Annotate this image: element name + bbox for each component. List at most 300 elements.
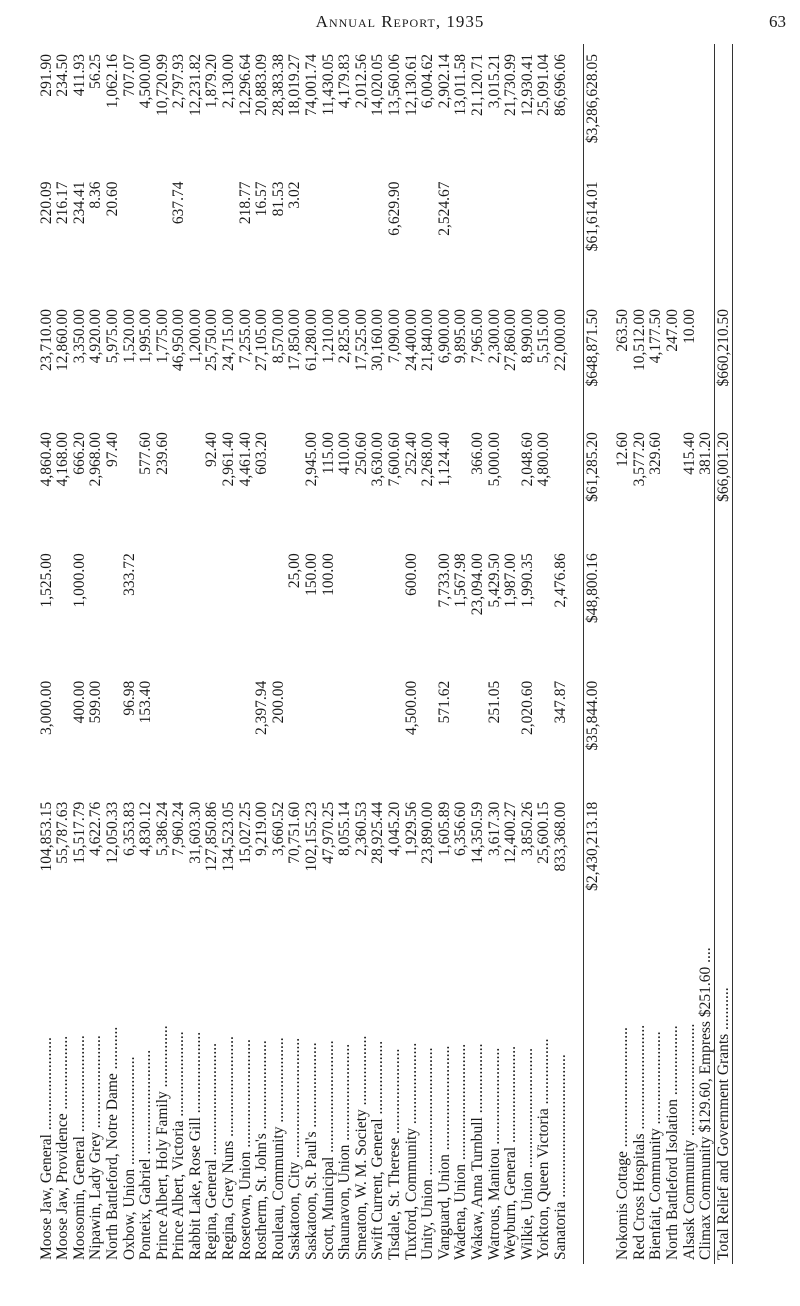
row-label: Regina, Grey Nuns .......................... [220,1036,238,1260]
row-label: Rouleau, Community ...................... [269,1037,287,1260]
cell-col-2: 347.87 [551,680,569,724]
cell-col-2 [154,671,171,792]
cell-col-7 [681,44,698,172]
cell-col-6: $61,614.01 [584,172,601,299]
cell-col-1: 127,850.86 [203,801,221,872]
cell-col-6: 6,629.90 [386,181,404,236]
row-label: North Battleford Isolation .................. [663,1025,681,1260]
cell-col-6 [615,172,632,299]
table-row [698,44,715,1264]
cell-col-3: 600.00 [402,553,420,596]
row-label: Prince Albert, Holy Family ................ [153,1025,171,1260]
cell-col-5: 10,512.00 [630,308,648,371]
cell-col-6: 234.41 [70,181,88,225]
cell-col-2 [420,671,437,792]
cell-col-3 [386,543,403,670]
cell-col-7: 1,879.20 [203,54,221,109]
cell-col-2 [715,671,733,792]
cell-col-7: 21,730.99 [502,54,520,116]
cell-col-5: 7,255.00 [236,308,254,364]
table-row [536,44,553,1264]
table-row [681,44,698,1264]
row-label: North Battleford, Notre Dame ........... [103,1026,121,1260]
row-label [584,928,601,1264]
cell-col-3 [254,543,271,670]
cell-col-2: 4,500.00 [402,680,420,735]
cell-col-7: 234.50 [54,54,72,97]
table-row [320,44,337,1264]
cell-col-5: 5,515.00 [535,308,553,364]
cell-col-7: 13,011.58 [452,54,470,116]
spacer-row [601,44,615,1264]
table-row [254,44,271,1264]
row-label: Tisdale, St. Therese ...................... [386,1048,404,1260]
cell-col-7: 3,015.21 [485,54,503,109]
cell-col-2 [221,671,238,792]
cell-col-6 [403,172,420,299]
cell-col-6 [631,172,648,299]
cell-col-4: 2,961.40 [220,432,238,487]
cell-col-6 [187,172,204,299]
cell-col-2 [353,671,370,792]
cell-col-7: 12,231.82 [186,54,204,116]
table-row [436,44,453,1264]
cell-col-3 [204,543,221,670]
cell-col-2 [337,671,354,792]
spacer-row [569,44,584,1264]
cell-col-4: 410.00 [336,432,354,475]
row-label: Wadena, Union .............................. [452,1043,470,1260]
cell-col-2 [615,671,632,792]
row-label: Saskatoon, City ............................... [286,1037,304,1260]
page-header [0,0,800,40]
cell-col-5: 4,920.00 [87,308,105,364]
cell-col-6: 2,524.67 [435,181,453,236]
rotated-table-container [38,44,768,1264]
cell-col-5: 9,895.00 [452,308,470,364]
cell-col-7: 11,430.05 [319,54,337,116]
cell-col-4: 4,860.40 [37,432,55,487]
cell-col-2: $35,844.00 [584,671,601,792]
cell-col-3 [664,543,681,670]
table-row [55,44,72,1264]
cell-col-5: 27,105.00 [253,308,271,371]
table-row [221,44,238,1264]
cell-col-1: 7,960.24 [170,801,188,857]
cell-col-2 [304,671,321,792]
cell-col-4 [664,422,681,543]
cell-col-6 [715,172,733,299]
cell-col-3 [715,543,733,670]
table-row [38,44,55,1264]
table-row [469,44,486,1264]
cell-col-4: 3,630.00 [369,432,387,487]
cell-col-2 [320,671,337,792]
row-label: Total Relief and Government Grants ........... [715,928,733,1264]
row-label: Alsask Community ............................. [680,1023,698,1260]
cell-col-1: 4,622.76 [87,801,105,857]
cell-col-4: 666.20 [70,432,88,475]
grand-total-row [715,44,733,1264]
cell-col-5: 17,525.00 [352,308,370,371]
cell-col-5: 8,570.00 [269,308,287,364]
hospital-grants-table [38,44,733,1264]
cell-col-4: 252.40 [402,432,420,475]
cell-col-3 [171,543,188,670]
cell-col-3: 150.00 [303,553,321,596]
cell-col-5: $660,210.50 [715,299,733,422]
cell-col-2: 2,020.60 [518,680,536,735]
cell-col-4: 577.60 [137,432,155,475]
cell-col-5: 1,995.00 [137,308,155,364]
table-row [403,44,420,1264]
cell-col-7: 56.25 [87,54,105,89]
cell-col-7: 707.07 [120,54,138,97]
cell-col-5: 17,850.00 [286,308,304,371]
cell-col-1: $2,430,213.18 [584,792,601,928]
cell-col-3 [631,543,648,670]
cell-col-3 [138,543,155,670]
cell-col-4: 5,000.00 [485,432,503,487]
cell-col-2 [453,671,470,792]
cell-col-6 [648,172,665,299]
cell-col-4 [171,422,188,543]
cell-col-1: 31,603.30 [186,801,204,864]
cell-col-7: 4,179.83 [336,54,354,109]
cell-col-1 [615,792,632,928]
cell-col-1: 8,055.14 [336,801,354,857]
row-label: Red Cross Hospitals ........................... [630,1024,648,1260]
cell-col-3 [681,543,698,670]
cell-col-6 [519,172,536,299]
cell-col-2 [187,671,204,792]
cell-col-3: 100.00 [319,553,337,596]
cell-col-2 [370,671,387,792]
cell-col-1: 12,400.27 [502,801,520,864]
cell-col-5: 2,300.00 [485,308,503,364]
row-label: Wakaw, Anna Turnbull .................. [468,1043,486,1260]
row-label: Unity, Union ................................. [419,1047,437,1260]
cell-col-5: 61,280.00 [303,308,321,371]
cell-col-6 [304,172,321,299]
table-row [453,44,470,1264]
cell-col-5: 24,715.00 [220,308,238,371]
cell-col-7: 18,019.27 [286,54,304,116]
cell-col-6 [503,172,520,299]
row-label: Moosomin, General ......................... [70,1035,88,1260]
row-label: Wilkie, Union ............................... [518,1047,536,1260]
cell-col-2 [204,671,221,792]
cell-col-4: 97.40 [103,432,121,468]
cell-col-4 [552,422,569,543]
cell-col-7: 411.93 [70,54,88,97]
cell-col-5: 1,520.00 [120,308,138,364]
cell-col-6 [536,172,553,299]
cell-col-4: $66,001.20 [715,422,733,543]
cell-col-1: 9,219.00 [253,801,271,857]
cell-col-4: 4,168.00 [54,432,72,487]
cell-col-3 [270,543,287,670]
cell-col-1: 4,830.12 [137,801,155,857]
cell-col-4: 2,268.00 [419,432,437,487]
cell-col-2: 251.05 [485,680,503,724]
row-label: Watrous, Manitou ......................... [485,1047,503,1260]
cell-col-6: 637.74 [170,181,188,225]
cell-col-3 [370,543,387,670]
cell-col-1: 4,045.20 [386,801,404,857]
cell-col-5: 25,750.00 [203,308,221,371]
cell-col-6 [320,172,337,299]
cell-col-4: 603.20 [253,432,271,475]
row-label: Vanguard, Union ........................... [435,1045,453,1260]
table-row [486,44,503,1264]
page-number: 63 [769,12,786,31]
row-label: Rabbit Lake, Rose Gill ..................... [186,1031,204,1260]
cell-col-2: 2,397.94 [253,680,271,735]
cell-col-4 [270,422,287,543]
cell-col-1: 1,605.89 [435,801,453,857]
cell-col-2: 96.98 [120,680,138,716]
cell-col-1: 3,660.52 [269,801,287,857]
cell-col-5: 8,990.00 [518,308,536,364]
cell-col-1: 134,523.05 [220,801,238,872]
cell-col-3 [104,543,121,670]
cell-col-3 [221,543,238,670]
cell-col-1: 3,850.26 [518,801,536,857]
cell-col-4: 2,048.60 [518,432,536,487]
cell-col-7: 21,120.71 [468,54,486,116]
cell-col-1: 70,751.60 [286,801,304,864]
cell-col-4 [503,422,520,543]
cell-col-1: 6,353.83 [120,801,138,857]
table-row [664,44,681,1264]
table-row [420,44,437,1264]
cell-col-1: 55,787.63 [54,801,72,864]
cell-col-1: 12,050.33 [103,801,121,864]
cell-col-3: 5,429.50 [485,553,503,608]
cell-col-7 [648,44,665,172]
row-label: Regina, General ............................. [203,1043,221,1260]
cell-col-3 [536,543,553,670]
row-label: Yorkton, Queen Victoria ................. [535,1038,553,1260]
row-label: Nipawin, Lady Grey ........................ [87,1035,105,1260]
cell-col-1 [681,792,698,928]
row-label: Swift Current, General ................... [369,1040,387,1260]
cell-col-1: 25,600.15 [535,801,553,864]
cell-col-5: 10.00 [680,308,698,344]
cell-col-1: 6,356.60 [452,801,470,857]
row-label: Moose Jaw, Providence ................... [54,1035,72,1260]
cell-col-1: 15,027.25 [236,801,254,864]
cell-col-7: 12,296.64 [236,54,254,116]
table-row [88,44,105,1264]
cell-col-7: 2,130.00 [220,54,238,109]
cell-col-7: 2,012.56 [352,54,370,109]
cell-col-3: 23,094.00 [468,553,486,616]
cell-col-2: 599.00 [87,680,105,724]
cell-col-2 [386,671,403,792]
cell-col-6: 16.57 [253,181,271,217]
cell-col-6 [337,172,354,299]
cell-col-4: 4,800.00 [535,432,553,487]
cell-col-4: 381.20 [697,432,715,475]
cell-col-4: $61,285.20 [584,422,601,543]
table-body [38,44,732,1264]
cell-col-7: 12,130.61 [402,54,420,116]
row-label: Nokomis Cottage ............................... [614,1027,632,1260]
table-row [631,44,648,1264]
cell-col-7 [615,44,632,172]
cell-col-7: 10,720.99 [153,54,171,116]
cell-col-6: 218.77 [236,181,254,225]
cell-col-4: 329.60 [647,432,665,475]
cell-col-6: 216.17 [54,181,72,225]
cell-col-2 [698,671,715,792]
cell-col-6 [121,172,138,299]
cell-col-5: 1,210.00 [319,308,337,364]
table-row [615,44,632,1264]
cell-col-1 [631,792,648,928]
row-label: Saskatoon, St. Paul's ...................... [303,1042,321,1260]
row-label: Weyburn, General ......................... [502,1046,520,1260]
cell-col-1: 833,368.00 [551,801,569,872]
spacer-cell [601,928,615,1264]
row-label: Tuxford, Community ..................... [402,1042,420,1260]
table-row [204,44,221,1264]
cell-col-4: 250.60 [352,432,370,475]
cell-col-4: 366.00 [468,432,486,475]
cell-col-5: 30,160.00 [369,308,387,371]
table-row [104,44,121,1264]
cell-col-4 [187,422,204,543]
row-label: Oxbow, Union ............................ [120,1056,138,1260]
cell-col-5: 12,860.00 [54,308,72,371]
cell-col-3 [88,543,105,670]
cell-col-1: 3,617.30 [485,801,503,857]
cell-col-6 [486,172,503,299]
cell-col-7 [631,44,648,172]
table-row [187,44,204,1264]
cell-col-3: 333.72 [120,553,138,596]
cell-col-5: 4,177.50 [647,308,665,364]
cell-col-7: 12,930.41 [518,54,536,116]
cell-col-6 [154,172,171,299]
cell-col-2: 200.00 [269,680,287,724]
cell-col-5: 247.00 [663,308,681,352]
cell-col-5: 21,840.00 [419,308,437,371]
cell-col-3: 2,476.86 [551,553,569,608]
cell-col-3: 25,00 [286,553,304,589]
cell-col-4: 415.40 [680,432,698,475]
cell-col-2: 400.00 [70,680,88,724]
cell-col-5: 22,000.00 [551,308,569,371]
cell-col-1 [715,792,733,928]
cell-col-1: 23,890.00 [419,801,437,864]
cell-col-4: 2,945.00 [303,432,321,487]
cell-col-5: 46,950.00 [170,308,188,371]
cell-col-3: $48,800.16 [584,543,601,670]
cell-col-3 [337,543,354,670]
table-row [503,44,520,1264]
cell-col-5: 3,350.00 [70,308,88,364]
table-row [270,44,287,1264]
cell-col-2: 153.40 [137,680,155,724]
cell-col-1 [698,792,715,928]
cell-col-5: 7,965.00 [468,308,486,364]
table-row [386,44,403,1264]
row-label: Rostherm, St. John's ....................... [253,1040,271,1260]
cell-col-1 [664,792,681,928]
cell-col-7: 14,020.05 [369,54,387,116]
cell-col-2 [648,671,665,792]
cell-col-6 [469,172,486,299]
cell-col-4: 12.60 [614,432,632,468]
cell-col-7: 6,004.62 [419,54,437,109]
row-label: Scott, Municipal ............................. [319,1040,337,1260]
cell-col-6 [552,172,569,299]
cell-col-3 [648,543,665,670]
cell-col-2 [104,671,121,792]
cell-col-5: 24,400.00 [402,308,420,371]
cell-col-6 [138,172,155,299]
cell-col-5: $648,871.50 [584,299,601,422]
cell-col-4: 1,124.40 [435,432,453,487]
cell-col-6 [370,172,387,299]
cell-col-4: 3,577.20 [630,432,648,487]
cell-col-7: 25,091.04 [535,54,553,116]
cell-col-2 [287,671,304,792]
cell-col-4: 2,968.00 [87,432,105,487]
cell-col-3: 1,567.98 [452,553,470,608]
table-row [237,44,254,1264]
row-label: Bienfait, Community ........................ [647,1031,665,1260]
cell-col-5 [698,299,715,422]
cell-col-7: 20,883.09 [253,54,271,116]
cell-col-5: 1,200.00 [186,308,204,364]
cell-col-5: 7,090.00 [386,308,404,364]
cell-col-5: 1,775.00 [153,308,171,364]
cell-col-2: 3,000.00 [37,680,55,735]
cell-col-7: 74,001.74 [303,54,321,116]
cell-col-4 [453,422,470,543]
cell-col-4: 92.40 [203,432,221,468]
cell-col-7 [664,44,681,172]
row-label: Sanatoria ..................................... [551,1054,569,1260]
cell-col-6 [698,172,715,299]
table-row [138,44,155,1264]
cell-col-2 [237,671,254,792]
cell-col-7 [715,44,733,172]
cell-col-4 [287,422,304,543]
cell-col-1: 102,155.23 [303,801,321,872]
row-label: Shaunavon, Union ......................... [336,1043,354,1260]
cell-col-5: 27,860.00 [502,308,520,371]
cell-col-3: 1,987.00 [502,553,520,608]
row-label: Moose Jaw, General ........................ [37,1037,55,1260]
table-row [71,44,88,1264]
cell-col-7 [698,44,715,172]
cell-col-6: 8.36 [87,181,105,209]
cell-col-7: 28,383.38 [269,54,287,116]
cell-col-2 [664,671,681,792]
cell-col-2 [55,671,72,792]
cell-col-1: 15,517.79 [70,801,88,864]
cell-col-1: 47,970.25 [319,801,337,864]
table-row [287,44,304,1264]
cell-col-3 [187,543,204,670]
cell-col-4 [121,422,138,543]
cell-col-4: 4,461.40 [236,432,254,487]
